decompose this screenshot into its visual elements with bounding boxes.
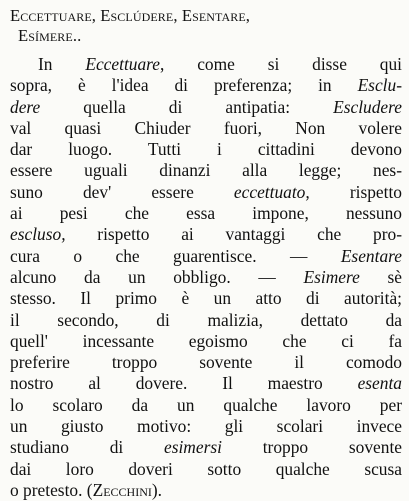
text-line — [10, 459, 402, 480]
text-run: sè — [359, 266, 403, 287]
text-line — [10, 97, 402, 118]
text-run: dar luogo. Tutti i cittadini devono — [10, 139, 402, 160]
text-line — [10, 288, 402, 309]
text-run: nostro al dovere. Il maestro — [10, 373, 358, 394]
italic-term: eccettuato, — [233, 181, 310, 202]
text-run: quell' incessante egoismo che ci fa — [10, 330, 402, 351]
text-run: dai loro doveri sotto qualche scusa — [10, 458, 402, 479]
heading-line-2: Esímere.. — [18, 26, 82, 45]
text-line — [10, 160, 402, 181]
italic-term: Esimere — [303, 266, 360, 287]
text-run: alcuno da un obbligo. — — [10, 266, 304, 287]
text-run: lo scolaro da un qualche lavoro per — [10, 394, 402, 415]
text-line — [10, 118, 402, 139]
text-run: rispetto — [309, 181, 403, 202]
text-run: sopra, è l'idea di preferenza; in — [10, 75, 358, 96]
italic-term: Escludere — [333, 96, 402, 117]
italic-term: esenta — [357, 373, 402, 394]
text-line — [10, 373, 402, 394]
text-line — [10, 54, 402, 75]
text-line — [10, 182, 402, 203]
text-run: un giusto motivo: gli scolari invece — [10, 416, 402, 437]
text-run: o pretesto. ( — [10, 479, 93, 500]
text-run: ai pesi che essa impone, nessuno — [10, 203, 402, 224]
text-run: val quasi Chiuder fuori, Non volere — [10, 117, 402, 138]
text-line — [10, 267, 402, 288]
italic-term: escluso, — [10, 224, 66, 245]
text-line — [10, 352, 402, 373]
text-run: In — [38, 54, 86, 74]
author-citation: Zecchini — [92, 479, 152, 500]
text-run: preferire troppo sovente il comodo — [10, 352, 402, 373]
text-run: troppo sovente — [221, 437, 402, 458]
text-run: essere uguali dinanzi alla legge; nes- — [10, 160, 402, 181]
text-line — [10, 139, 402, 160]
text-line — [10, 203, 402, 224]
italic-term: esimersi — [163, 437, 222, 458]
heading-line-1: Eccettuare, Esclúdere, Esentare, — [10, 6, 251, 25]
text-run: ). — [151, 479, 163, 500]
text-run: quella di antipatia: — [40, 96, 334, 117]
entry-heading — [10, 6, 402, 46]
text-line — [10, 224, 402, 245]
text-run: , come si disse qui — [160, 54, 402, 74]
text-line — [10, 416, 402, 437]
text-line — [10, 75, 402, 96]
italic-term: Esentare — [340, 245, 402, 266]
dictionary-entry — [10, 6, 402, 501]
text-run: cura o che guarentisce. — — [10, 245, 341, 266]
text-line — [10, 437, 402, 458]
text-line — [10, 395, 402, 416]
entry-body — [10, 54, 402, 501]
text-run: suno dev' essere — [10, 181, 234, 202]
text-run: il secondo, di malizia, dettato da — [10, 309, 402, 330]
italic-term: Eccettuare — [85, 54, 161, 74]
text-run: stesso. Il primo è un atto di autorità; — [10, 288, 402, 309]
text-line — [10, 331, 402, 352]
italic-term: Esclu- — [357, 75, 402, 96]
text-line — [10, 480, 402, 501]
text-run: rispetto ai vantaggi che pro- — [65, 224, 402, 245]
text-run: studiano di — [10, 437, 164, 458]
text-line — [10, 310, 402, 331]
italic-term: dere — [10, 96, 41, 117]
text-line — [10, 246, 402, 267]
